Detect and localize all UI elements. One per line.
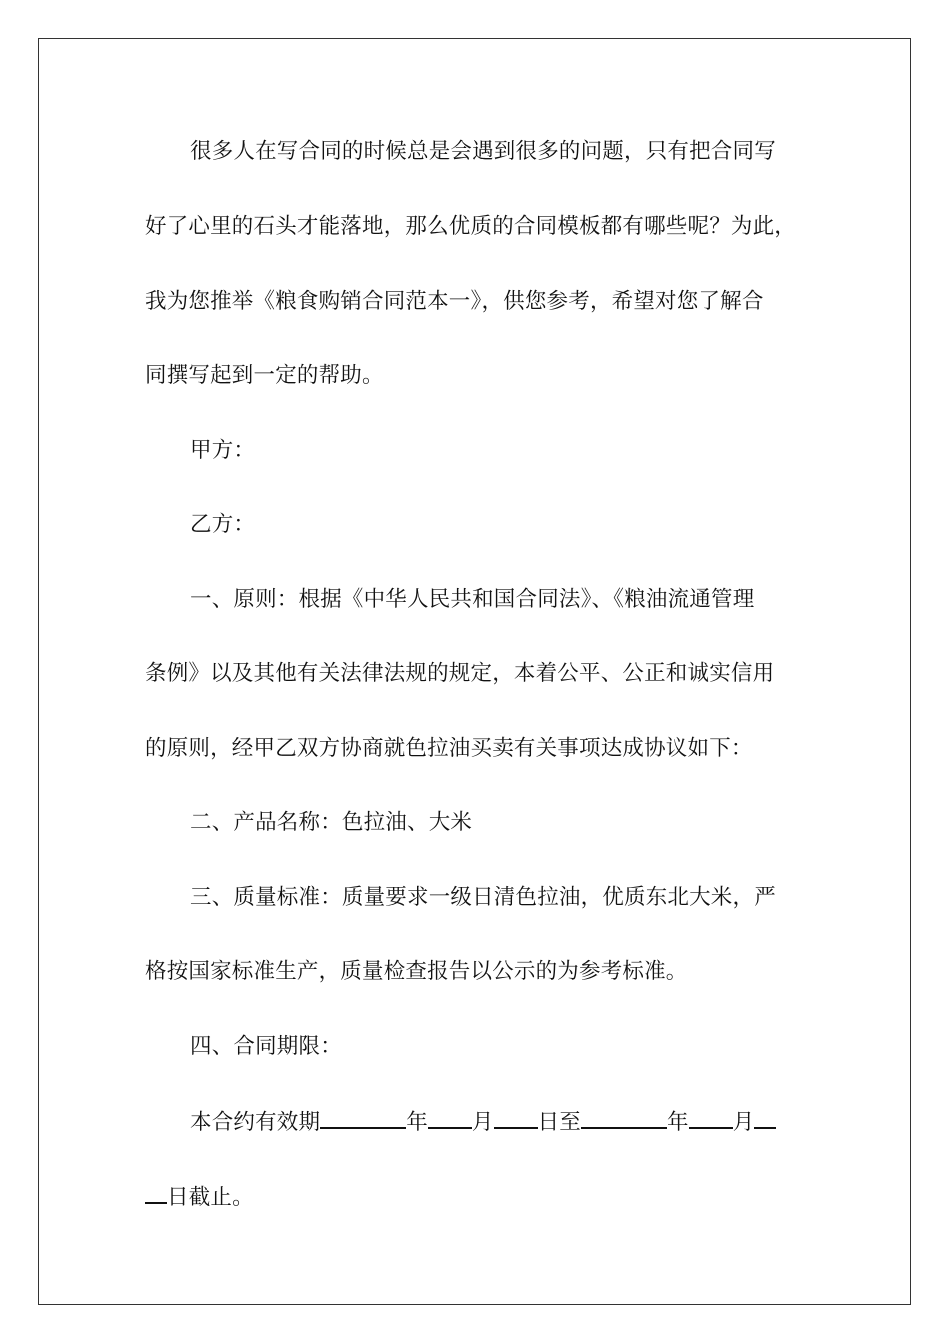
term-month2-label: 月: [732, 1110, 755, 1135]
term-year-label: 年: [406, 1110, 428, 1135]
clause3-line-2: 格按国家标准生产，质量检查报告以公示的为参考标准。: [145, 959, 688, 984]
clause3-line-1: 三、质量标准：质量要求一级日清色拉油，优质东北大米，严: [190, 885, 776, 910]
end-month-blank: [689, 1107, 733, 1129]
clause4-title: 四、合同期限：: [190, 1034, 342, 1059]
party-b-label: 乙方：: [190, 512, 256, 537]
term-end-label: 日截止。: [167, 1185, 254, 1210]
start-day-blank: [494, 1107, 538, 1129]
intro-line-3: 我为您推举《粮食购销合同范本一》，供您参考，希望对您了解合: [145, 289, 764, 314]
end-year-blank: [581, 1107, 667, 1129]
end-day-blank-part2: [145, 1182, 167, 1204]
term-month-label: 月: [471, 1110, 494, 1135]
term-prefix: 本合约有效期: [190, 1110, 321, 1135]
start-year-blank: [320, 1107, 406, 1129]
clause2-line: 二、产品名称：色拉油、大米: [190, 810, 473, 835]
term-line-1: [190, 1107, 776, 1137]
clause1-line-1: 一、原则：根据《中华人民共和国合同法》、《粮油流通管理: [190, 587, 755, 612]
term-line-2: [145, 1182, 254, 1212]
intro-line-4: 同撰写起到一定的帮助。: [145, 363, 384, 388]
term-day-to-label: 日至: [537, 1110, 582, 1135]
intro-line-2: 好了心里的石头才能落地，那么优质的合同模板都有哪些呢？为此，: [145, 214, 797, 239]
start-month-blank: [428, 1107, 472, 1129]
clause1-line-2: 条例》以及其他有关法律法规的规定，本着公平、公正和诚实信用: [145, 661, 775, 686]
clause1-line-3: 的原则，经甲乙双方协商就色拉油买卖有关事项达成协议如下：: [145, 736, 753, 761]
term-year2-label: 年: [667, 1110, 689, 1135]
end-day-blank-part1: [754, 1107, 776, 1129]
intro-line-1: 很多人在写合同的时候总是会遇到很多的问题，只有把合同写: [190, 139, 776, 164]
party-a-label: 甲方：: [190, 438, 256, 463]
